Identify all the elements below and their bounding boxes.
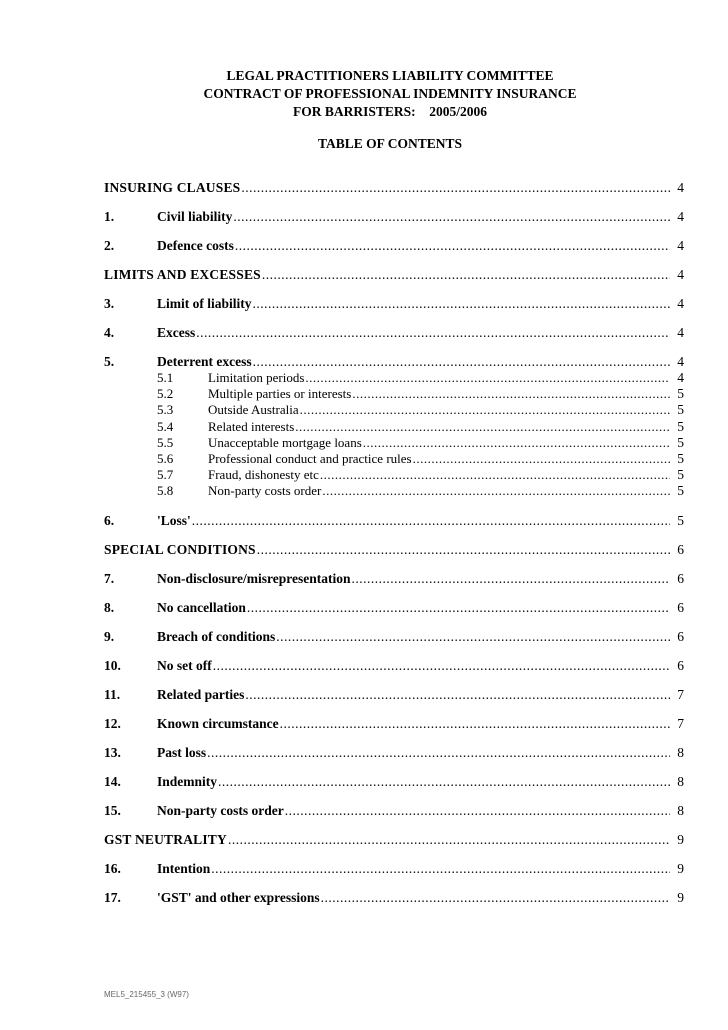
toc-label: Intention (157, 860, 211, 876)
toc-number: 7. (104, 570, 115, 586)
toc-label: Known circumstance (157, 715, 279, 731)
toc-number: 5. (104, 354, 115, 369)
toc-subclause-5-8[interactable] (104, 483, 684, 499)
toc-label: INSURING CLAUSES (104, 180, 241, 195)
header-barristers-line (0, 103, 728, 121)
toc-label: 'GST' and other expressions (157, 889, 320, 905)
toc-page-number: 4 (677, 370, 684, 385)
toc-number: 12. (104, 715, 121, 731)
toc-page-number: 7 (677, 686, 684, 702)
toc-subclause-5-3[interactable] (104, 402, 684, 418)
toc-clause-14[interactable] (104, 774, 684, 790)
header-year: 2005/2006 (429, 104, 487, 119)
toc-page-number: 6 (677, 657, 684, 673)
toc-page-number: 7 (677, 715, 684, 731)
toc-page-number: 6 (677, 599, 684, 615)
toc-clause-2[interactable] (104, 238, 684, 254)
toc-page-number: 4 (677, 209, 684, 224)
toc-clause-4[interactable] (104, 325, 684, 341)
toc-section-limits-and-excesses[interactable] (104, 267, 684, 283)
dot-leader (191, 513, 670, 529)
toc-number: 17. (104, 889, 121, 905)
dot-leader (212, 658, 670, 674)
toc-clause-16[interactable] (104, 861, 684, 877)
dot-leader (261, 267, 670, 283)
dot-leader (351, 571, 670, 587)
dot-leader (351, 386, 670, 402)
toc-page-number: 5 (677, 467, 684, 483)
table-of-contents (104, 180, 684, 906)
dot-leader (217, 774, 670, 790)
toc-page-number: 5 (677, 386, 684, 402)
toc-clause-8[interactable] (104, 600, 684, 616)
toc-label: Fraud, dishonesty etc (208, 467, 319, 483)
toc-label: 'Loss' (157, 512, 191, 528)
dot-leader (320, 890, 670, 906)
dot-leader (210, 861, 670, 877)
toc-label: Limitation periods (208, 370, 305, 385)
dot-leader (321, 483, 670, 499)
toc-page-number: 6 (677, 570, 684, 586)
toc-subclause-5-7[interactable] (104, 467, 684, 483)
toc-page-number: 4 (677, 325, 684, 340)
toc-label: Multiple parties or interests (208, 386, 352, 402)
toc-number: 11. (104, 686, 121, 702)
toc-label: Related interests (208, 418, 295, 434)
document-reference-footer: MEL5_215455_3 (W97) (104, 990, 189, 999)
dot-leader (304, 370, 670, 386)
toc-number: 2. (104, 238, 115, 253)
toc-number: 13. (104, 744, 121, 760)
toc-label: Defence costs (157, 238, 234, 253)
dot-leader (234, 238, 670, 254)
dot-leader (252, 296, 671, 312)
toc-clause-10[interactable] (104, 658, 684, 674)
toc-label: Unacceptable mortgage loans (208, 434, 362, 450)
toc-number: 10. (104, 657, 121, 673)
toc-page-number: 9 (677, 860, 684, 876)
toc-clause-6[interactable] (104, 513, 684, 529)
dot-leader (299, 402, 670, 418)
toc-number: 5.6 (157, 450, 174, 466)
toc-number: 5.2 (157, 386, 174, 402)
toc-page-number: 4 (677, 180, 684, 195)
toc-number: 1. (104, 209, 115, 224)
toc-page-number: 8 (677, 773, 684, 789)
toc-page-number: 5 (677, 402, 684, 418)
toc-number: 8. (104, 599, 115, 615)
dot-leader (240, 180, 670, 196)
dot-leader (284, 803, 670, 819)
toc-page-number: 5 (677, 483, 684, 499)
toc-subclause-5-2[interactable] (104, 386, 684, 402)
header-committee-name: LEGAL PRACTITIONERS LIABILITY COMMITTEE (226, 68, 554, 83)
toc-label: Civil liability (157, 209, 233, 224)
toc-number: 5.5 (157, 434, 174, 450)
toc-section-special-conditions[interactable] (104, 542, 684, 558)
toc-page-number: 9 (677, 889, 684, 905)
toc-label: Indemnity (157, 773, 218, 789)
dot-leader (294, 419, 670, 435)
toc-number: 5.4 (157, 418, 174, 434)
toc-clause-15[interactable] (104, 803, 684, 819)
dot-leader (412, 451, 670, 467)
toc-number: 5.8 (157, 483, 174, 499)
dot-leader (232, 209, 670, 225)
dot-leader (244, 687, 670, 703)
toc-label: Outside Australia (208, 402, 299, 418)
dot-leader (195, 325, 670, 341)
toc-page-number: 5 (677, 434, 684, 450)
toc-page-number: 4 (677, 354, 684, 369)
toc-clause-12[interactable] (104, 716, 684, 732)
toc-page-number: 6 (677, 541, 684, 557)
toc-label: Non-party costs order (208, 483, 322, 499)
toc-label: Limit of liability (157, 296, 252, 311)
dot-leader (227, 832, 670, 848)
toc-number: 9. (104, 628, 115, 644)
toc-section-insuring-clauses[interactable] (104, 180, 684, 196)
toc-clause-17[interactable] (104, 890, 684, 906)
toc-number: 4. (104, 325, 115, 340)
dot-leader (275, 629, 670, 645)
toc-label: Breach of conditions (157, 628, 276, 644)
toc-clause-1[interactable] (104, 209, 684, 225)
toc-page-number: 4 (677, 267, 684, 282)
toc-subclause-5-6[interactable] (104, 451, 684, 467)
toc-number: 3. (104, 296, 115, 311)
toc-number: 5.7 (157, 467, 174, 483)
toc-page-number: 5 (677, 418, 684, 434)
toc-number: 14. (104, 773, 121, 789)
toc-clause-5[interactable] (104, 354, 684, 370)
toc-page-number: 4 (677, 296, 684, 311)
toc-label: Non-party costs order (157, 802, 284, 818)
toc-page-number: 4 (677, 238, 684, 253)
header-barristers-label: FOR BARRISTERS: (293, 104, 416, 119)
toc-number: 6. (104, 512, 115, 528)
toc-subclause-5-1[interactable] (104, 370, 684, 386)
dot-leader (206, 745, 670, 761)
toc-page-number: 9 (677, 831, 684, 847)
document-header (0, 67, 728, 121)
toc-page-number: 8 (677, 744, 684, 760)
toc-label: Non-disclosure/misrepresentation (157, 570, 351, 586)
toc-clause-7[interactable] (104, 571, 684, 587)
toc-clause-11[interactable] (104, 687, 684, 703)
toc-label: No set off (157, 657, 212, 673)
toc-page-number: 6 (677, 628, 684, 644)
toc-label: GST NEUTRALITY (104, 831, 227, 847)
toc-label: Deterrent excess (157, 354, 252, 369)
header-contract-title: CONTRACT OF PROFESSIONAL INDEMNITY INSURANCE (203, 86, 577, 101)
toc-label: SPECIAL CONDITIONS (104, 541, 256, 557)
dot-leader (319, 467, 670, 483)
toc-number: 16. (104, 860, 121, 876)
toc-number: 5.3 (157, 402, 174, 418)
toc-number: 5.1 (157, 370, 174, 385)
toc-label: No cancellation (157, 599, 246, 615)
toc-label: Excess (157, 325, 196, 340)
toc-number: 15. (104, 802, 121, 818)
toc-clause-3[interactable] (104, 296, 684, 312)
dot-leader (252, 354, 670, 370)
toc-label: Related parties (157, 686, 245, 702)
dot-leader (256, 542, 670, 558)
toc-page-number: 5 (677, 450, 684, 466)
toc-clause-9[interactable] (104, 629, 684, 645)
toc-clause-13[interactable] (104, 745, 684, 761)
toc-title: TABLE OF CONTENTS (317, 136, 463, 151)
toc-label: LIMITS AND EXCESSES (104, 267, 261, 282)
dot-leader (246, 600, 670, 616)
toc-label: Professional conduct and practice rules (208, 450, 412, 466)
toc-section-gst-neutrality[interactable] (104, 832, 684, 848)
dot-leader (279, 716, 670, 732)
toc-label: Past loss (157, 744, 207, 760)
toc-page-number: 5 (677, 512, 684, 528)
toc-subclause-5-5[interactable] (104, 435, 684, 451)
dot-leader (362, 435, 670, 451)
toc-subclause-5-4[interactable] (104, 419, 684, 435)
toc-page-number: 8 (677, 802, 684, 818)
